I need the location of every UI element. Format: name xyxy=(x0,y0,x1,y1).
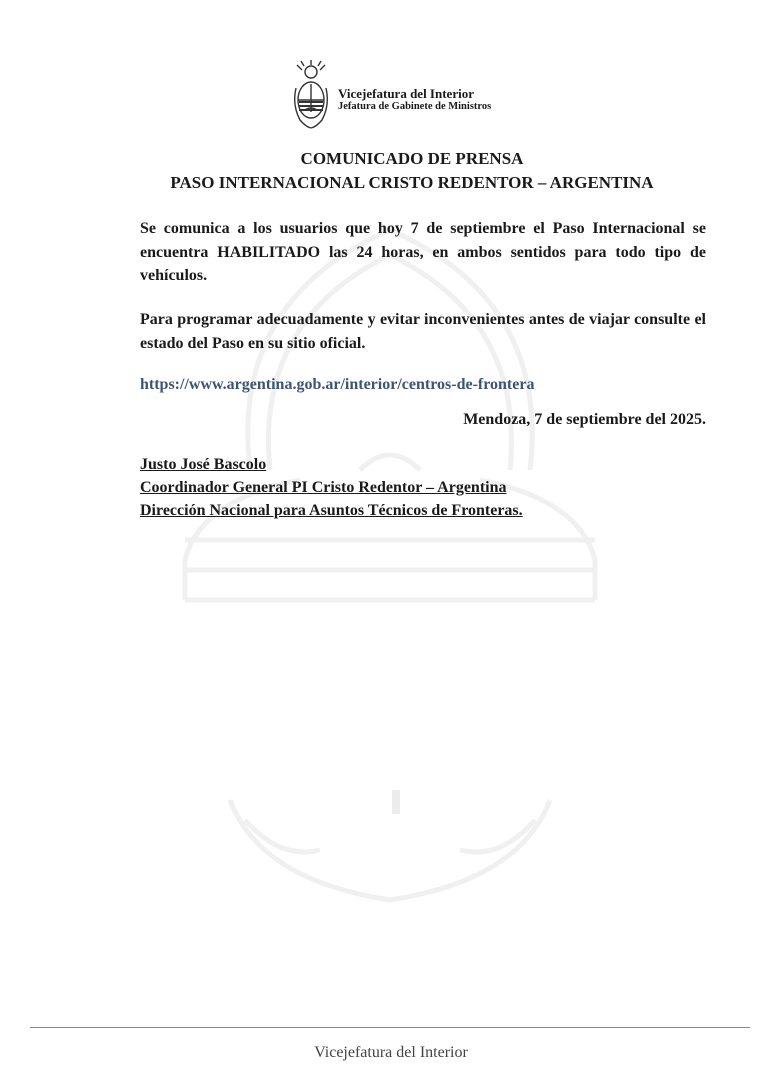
body-paragraph-advice: Para programar adecuadamente y evitar inconvenientes antes de viajar consulte el estado del Paso en su sitio oficial. xyxy=(140,311,706,352)
org-name: Vicejefatura del Interior xyxy=(338,86,474,101)
letterhead xyxy=(290,60,550,132)
dateline: Mendoza, 7 de septiembre del 2025. xyxy=(463,411,706,428)
footer-text: Vicejefatura del Interior xyxy=(314,1044,468,1061)
body-paragraph-status: Se comunica a los usuarios que hoy 7 de septiembre el Paso Internacional se encuentra HABILITADO las 24 horas, en ambos sentidos para todo tipo de vehículos. xyxy=(140,220,706,284)
document-subtitle: PASO INTERNACIONAL CRISTO REDENTOR – ARGENTINA xyxy=(170,173,654,192)
official-site-link[interactable]: https://www.argentina.gob.ar/interior/centros-de-frontera xyxy=(140,376,535,393)
document-title: COMUNICADO DE PRENSA xyxy=(300,149,524,168)
signature-office: Dirección Nacional para Asuntos Técnicos de Fronteras. xyxy=(140,502,523,519)
signature-name: Justo José Bascolo xyxy=(140,456,267,473)
footer-divider xyxy=(30,1027,750,1028)
org-subtitle: Jefatura de Gabinete de Ministros xyxy=(338,101,492,112)
argentina-coat-of-arms-icon xyxy=(290,60,332,132)
signature-role: Coordinador General PI Cristo Redentor – Argentina xyxy=(140,479,507,496)
